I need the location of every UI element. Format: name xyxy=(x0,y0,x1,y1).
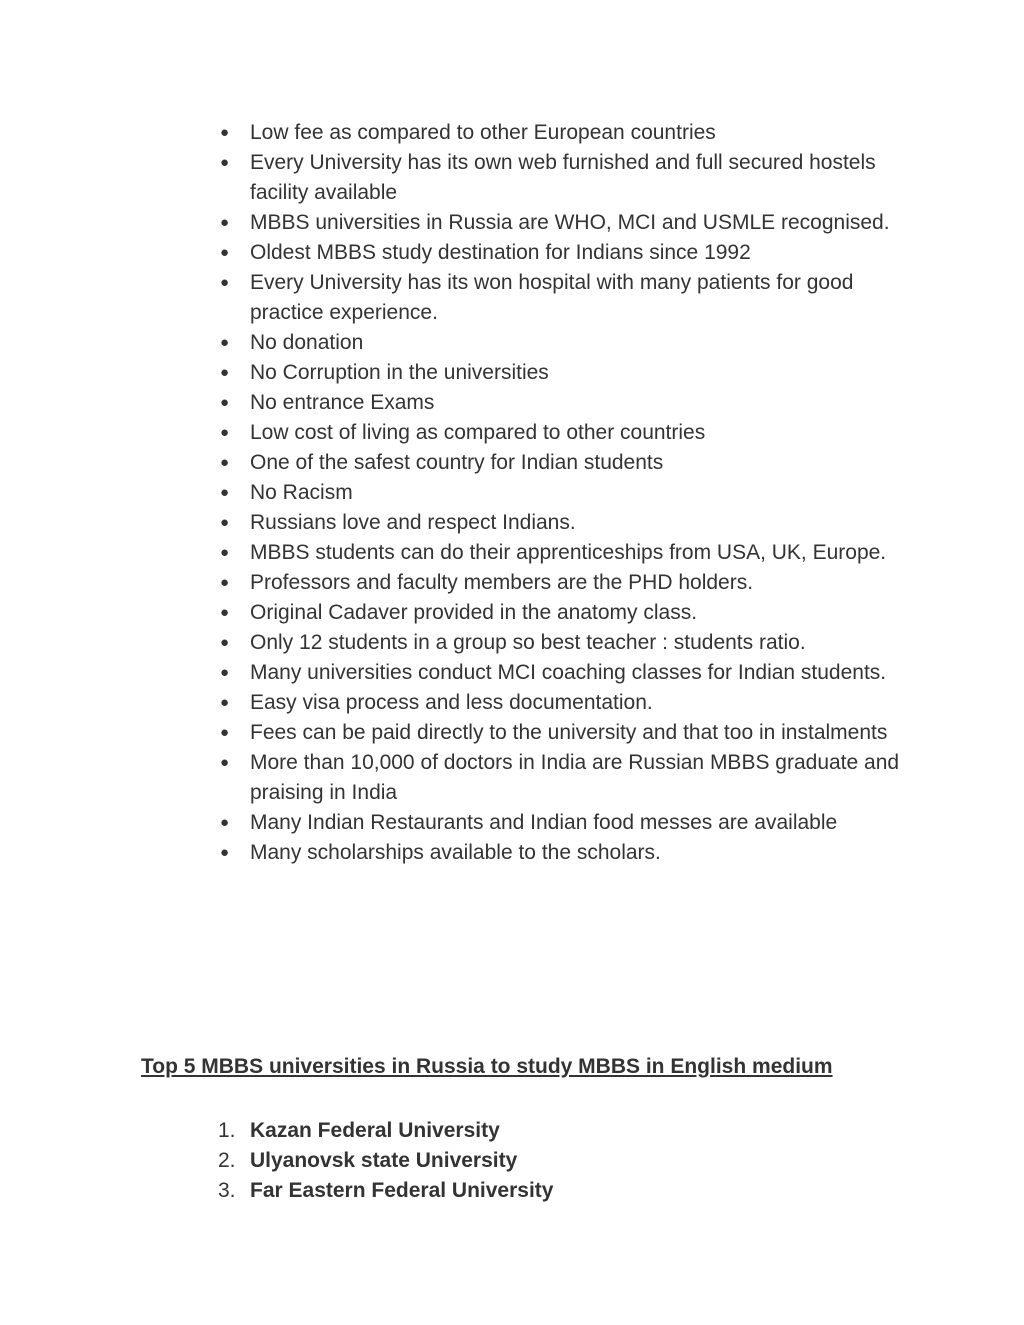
advantage-text: MBBS students can do their apprenticeships from USA, UK, Europe. xyxy=(250,541,887,564)
advantage-text: Professors and faculty members are the PHD holders. xyxy=(250,571,754,594)
list-item xyxy=(220,268,920,328)
list-item xyxy=(220,598,920,628)
advantage-text: Every University has its won hospital with many patients for good practice experience. xyxy=(250,271,854,324)
list-item xyxy=(220,538,920,568)
list-item xyxy=(220,148,920,208)
bullet-icon: ● xyxy=(220,544,230,561)
university-name: Far Eastern Federal University xyxy=(250,1179,554,1202)
advantage-text: No donation xyxy=(250,331,364,354)
bullet-icon: ● xyxy=(220,484,230,501)
list-item xyxy=(218,1116,918,1146)
list-item xyxy=(220,448,920,478)
advantage-text: Easy visa process and less documentation. xyxy=(250,691,653,714)
list-item xyxy=(220,838,920,868)
university-name: Ulyanovsk state University xyxy=(250,1149,518,1172)
advantage-text: Many Indian Restaurants and Indian food messes are available xyxy=(250,811,838,834)
advantage-text: Every University has its own web furnished and full secured hostels facility available xyxy=(250,151,876,204)
list-item xyxy=(220,418,920,448)
bullet-icon: ● xyxy=(220,844,230,861)
bullet-icon: ● xyxy=(220,724,230,741)
list-item xyxy=(218,1146,918,1176)
list-item xyxy=(220,238,920,268)
advantage-text: Original Cadaver provided in the anatomy class. xyxy=(250,601,698,624)
advantage-text: Fees can be paid directly to the university and that too in instalments xyxy=(250,721,888,744)
bullet-icon: ● xyxy=(220,634,230,651)
advantage-text: Only 12 students in a group so best teacher : students ratio. xyxy=(250,631,806,654)
bullet-icon: ● xyxy=(220,214,230,231)
bullet-icon: ● xyxy=(220,754,230,771)
bullet-icon: ● xyxy=(220,574,230,591)
list-item xyxy=(220,328,920,358)
bullet-icon: ● xyxy=(220,364,230,381)
list-item xyxy=(220,478,920,508)
universities-list xyxy=(218,1116,918,1206)
list-item xyxy=(220,508,920,538)
list-item xyxy=(220,808,920,838)
bullet-icon: ● xyxy=(220,514,230,531)
advantage-text: MBBS universities in Russia are WHO, MCI and USMLE recognised. xyxy=(250,211,890,234)
list-item xyxy=(220,388,920,418)
university-name: Kazan Federal University xyxy=(250,1119,500,1142)
list-item xyxy=(220,628,920,658)
list-item xyxy=(218,1176,918,1206)
list-item xyxy=(220,658,920,688)
bullet-icon: ● xyxy=(220,604,230,621)
section-heading: Top 5 MBBS universities in Russia to study MBBS in English medium xyxy=(141,1055,833,1078)
bullet-icon: ● xyxy=(220,454,230,471)
list-item xyxy=(220,568,920,598)
advantage-text: Low cost of living as compared to other countries xyxy=(250,421,706,444)
list-number: 2. xyxy=(218,1149,236,1172)
list-number: 1. xyxy=(218,1119,236,1142)
bullet-icon: ● xyxy=(220,124,230,141)
advantage-text: No entrance Exams xyxy=(250,391,435,414)
advantage-text: One of the safest country for Indian students xyxy=(250,451,664,474)
advantage-text: Many scholarships available to the scholars. xyxy=(250,841,661,864)
advantage-text: Russians love and respect Indians. xyxy=(250,511,576,534)
bullet-icon: ● xyxy=(220,154,230,171)
advantage-text: Low fee as compared to other European countries xyxy=(250,121,716,144)
advantage-text: Oldest MBBS study destination for Indians since 1992 xyxy=(250,241,751,264)
advantages-list xyxy=(220,118,920,868)
bullet-icon: ● xyxy=(220,424,230,441)
bullet-icon: ● xyxy=(220,694,230,711)
bullet-icon: ● xyxy=(220,244,230,261)
list-number: 3. xyxy=(218,1179,236,1202)
advantage-text: More than 10,000 of doctors in India are Russian MBBS graduate and praising in India xyxy=(250,751,900,804)
bullet-icon: ● xyxy=(220,334,230,351)
list-item xyxy=(220,358,920,388)
bullet-icon: ● xyxy=(220,394,230,411)
list-item xyxy=(220,688,920,718)
bullet-icon: ● xyxy=(220,814,230,831)
advantage-text: Many universities conduct MCI coaching classes for Indian students. xyxy=(250,661,887,684)
list-item xyxy=(220,118,920,148)
advantage-text: No Corruption in the universities xyxy=(250,361,549,384)
list-item xyxy=(220,748,920,808)
list-item xyxy=(220,718,920,748)
advantage-text: No Racism xyxy=(250,481,353,504)
bullet-icon: ● xyxy=(220,274,230,291)
list-item xyxy=(220,208,920,238)
bullet-icon: ● xyxy=(220,664,230,681)
